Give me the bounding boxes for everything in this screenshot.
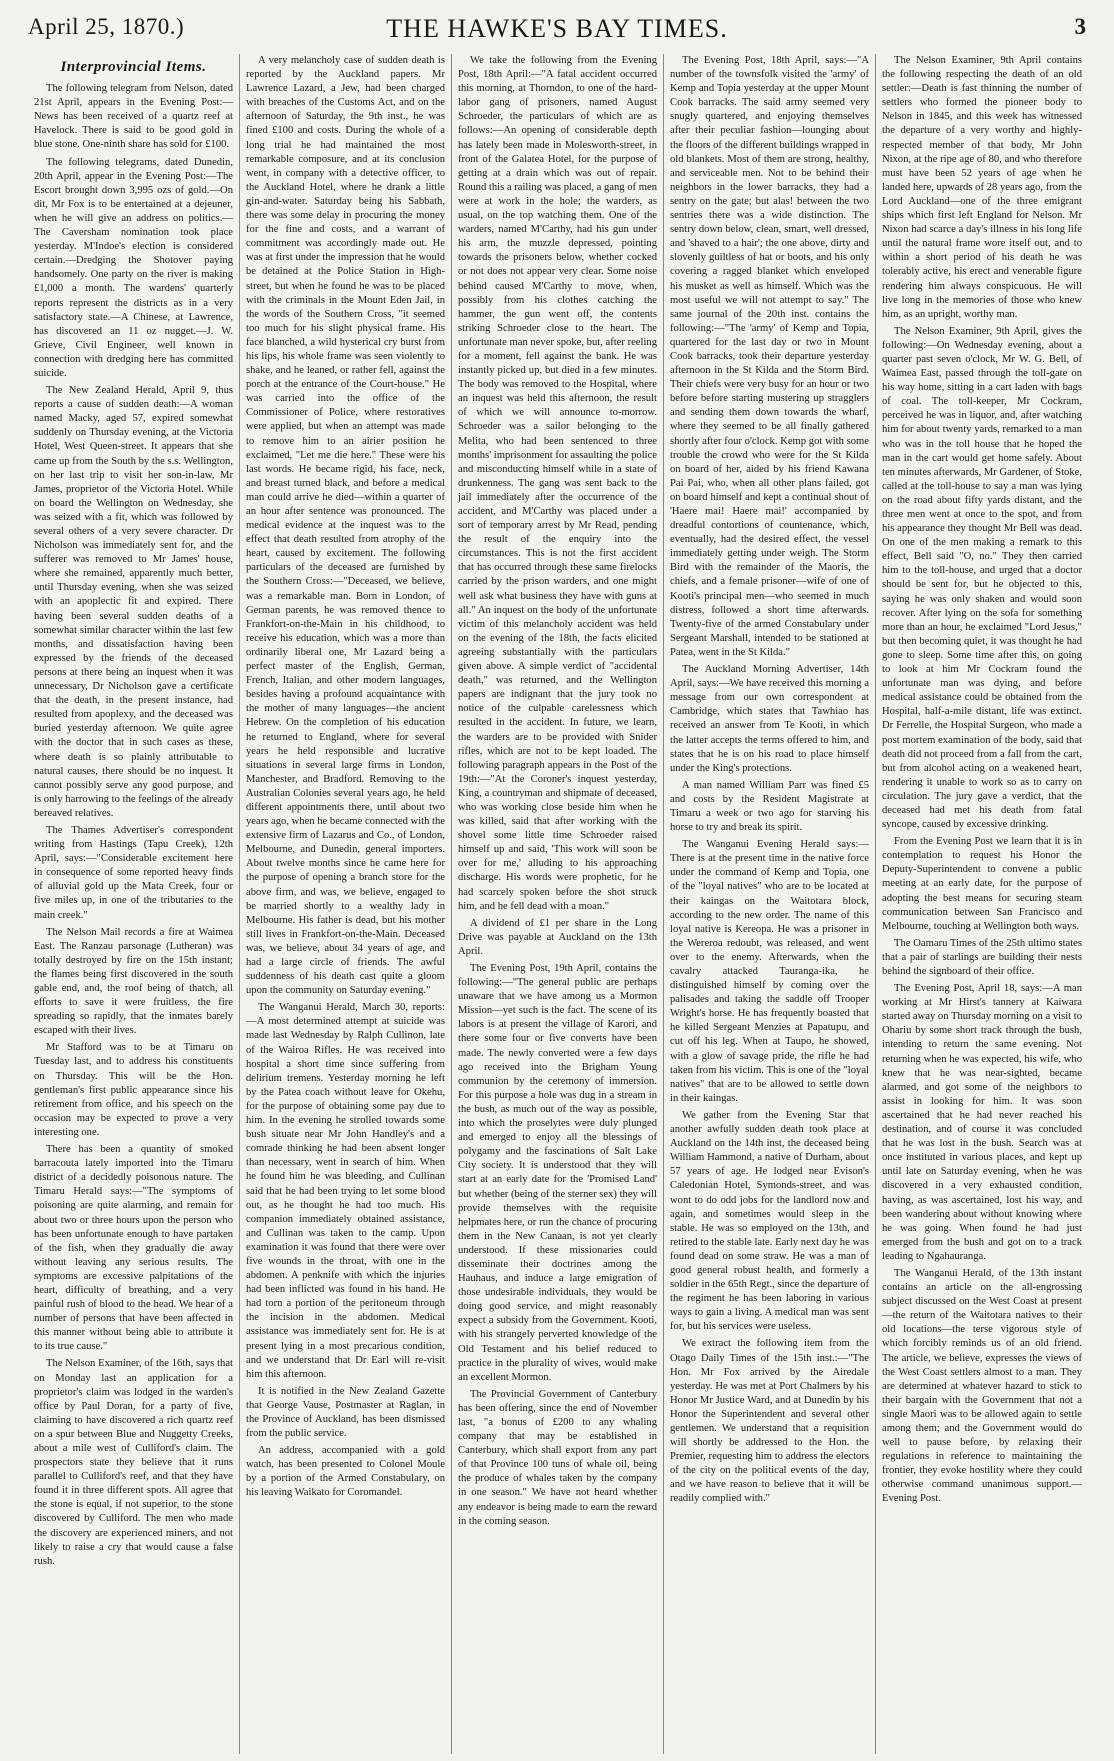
article-paragraph: The Wanganui Herald, March 30, reports:—A most determined attempt at suicide was made last Wednesday by Ralph Cullinon, late of the Wairoa Rifles. He was received into hospital a short time since suffering from delirium tremens. Yesterday morning he left by the Patea coach without leave for Okehu, for the purpose of obtaining some pay due to him. In the evening he strolled towards some bush situate near Mr John Handley's and a comrade thinking he had been absent longer than necessary, went in search of him. When he found him he was bleeding, and Cullinan said that he had been trying to let some blood out, as he thought he had too much. His companion immediately obtained assistance, and Cullinan was taken to the camp. Upon examination it was found that there were over five wounds in the throat, with one in the abdomen. A penknife with which the injuries had been inflicted was found in his hand. He had torn a portion of the peritoneum through the incision in the abdomen. Medical assistance was immediately sent for. He is at present lying in a most precarious condition, and we understand that Dr Earl will re-visit him this afternoon. — [246, 1002, 445, 1380]
article-paragraph: An address, accompanied with a gold watch, has been presented to Colonel Moule by a portion of the Armed Constabulary, on his leaving Waikato for Coromandel. — [246, 1445, 445, 1499]
article-paragraph: The following telegram from Nelson, dated 21st April, appears in the Evening Post:—News has been received of a quartz reef at Havelock. There is said to be good gold in blue stone. One-ninth share has sold for £100. — [34, 83, 233, 151]
section-heading: Interprovincial Items. — [60, 59, 207, 75]
article-paragraph: The Evening Post, 19th April, contains the following:—"The general public are perhaps unaware that we have among us a Mormon Mission—yet such is the fact. The scene of its labors is at present the village of Karori, and there some four or five converts have been made. The newly converted were a few days ago received into the Brigham Young communion by the ceremony of immersion. For this purpose a hole was dug in a stream in the bush, as much out of the way as possible, into which the proselytes were duly plunged and emerged to enjoy all the blessings of polygamy and the fascinations of Salt Lake City society. It is understood that they will start at an early date for the 'Promised Land' but whether (being of the sterner sex) they will provide themselves with the requisite helpmates here, or run the chance of procuring them in the New Canaan, is not yet clearly understood. If these missionaries could disseminate their doctrines among the Hauhaus, and induce a large emigration of those undesirable individuals, they would be doing good service, and might reasonably expect a subsidy from the Government. Kooti, with his strangely perverted knowledge of the Old Testament and his belief reduced to practice in the plurality of wives, would make an excellent Mormon. — [458, 963, 657, 1383]
issue-date: April 25, 1870.) — [28, 14, 185, 39]
article-paragraph: It is notified in the New Zealand Gazette that George Vause, Postmaster at Raglan, in the Province of Auckland, has been dismissed from the public service. — [246, 1385, 445, 1440]
article-paragraph: The Thames Advertiser's correspondent writing from Hastings (Tapu Creek), 12th April, says:—"Considerable excitement here in consequence of some reported heavy finds of alluvial gold up the Mata Creek, four or five miles up, in one of the tributaries to the main creek." — [34, 824, 233, 921]
article-paragraph: We take the following from the Evening Post, 18th April:—"A fatal accident occurred this morning, at Thorndon, to one of the hard-labor gang of prisoners, named August Schroeder, the particulars of which are as follows:—An opening of considerable depth has lately been made in Molesworth-street, in front of the Galatea Hotel, for the purpose of getting at a drain which was out of repair. Round this a railing was placed, a gang of men were at work in the hole; the warders, as usual, on the top watching them. One of the warders, named M'Carthy, had his gun under his arm, the muzzle depressed, pointing towards the prisoners below, whether cocked or not does not appear very clear. Some noise behind caused M'Carthy to move, when, possibly from his clothes catching the hammer, the gun went off, the contents striking Schroeder close to the heart. The unfortunate man never spoke, but, after reeling for a moment, fell against the bank. He was instantly picked up, but died in a few minutes. The body was removed to the Hospital, where an inquest was held this afternoon, the result of which we will announce to-morrow. Schroeder was a sailor belonging to the Melita, who had been sentenced to three months' imprisonment for assaulting the police and misconducting himself while in a state of drunkenness. The gang was sent back to the jail immediately after the occurrence of the accident, and M'Carthy was placed under a sort of temporary arrest by Mr Read, pending the result of the enquiry into the circumstances. This is not the first accident that has occurred through these same firelocks carried by the prison warders, and one might well ask what business they have with guns at all." An inquest on the body of the unfortunate victim of this melancholy accident was held on the evening of the 18th, the facts elicited agreeing substantially with the particulars given above. A simple verdict of "accidental death," was returned, and the Wellington papers are indignant that the jury took no notice of the culpable carelessness which resulted in the accident. In future, we learn, the warders are to be provided with Snider rifles, which are not to be kept loaded. The following paragraph appears in the Post of the 19th:—"At the Coroner's inquest yesterday, King, a countryman and shipmate of deceased, who was working close beside him when he was killed, said that after working with the shovel some little time Schroeder raised himself up and said, 'This work will soon be over for me,' alluding to his approaching discharge. His words were prophetic, for he had scarcely spoken before the shot struck him, and he fell dead with a moan." — [458, 55, 657, 912]
article-paragraph: A dividend of £1 per share in the Long Drive was payable at Auckland on the 13th April. — [458, 917, 657, 957]
article-paragraph: We extract the following item from the Otago Daily Times of the 15th inst.:—"The Hon. Mr Fox arrived by the Airedale yesterday. He was met at Port Chalmers by his Honor Mr Justice Ward, and at Dunedin by his Honor the Superintendent and several other gentlemen. We understand that a requisition will shortly be addressed to the Hon. the Premier, requesting him to address the electors of the city on the political events of the day, and we have reason to believe that it will be readily complied with." — [670, 1338, 869, 1505]
article-paragraph: The Evening Post, April 18, says:—A man working at Mr Hirst's tannery at Kaiwara started away on Thursday morning on a visit to Ohariu by some short track through the bush, intending to return the same evening. Not returning when he was expected, his wife, who knew that he was near-sighted, became alarmed, and got some of the neighbors to assist in looking for him. It was soon ascertained that he had never reached his destination, and of course it was concluded that he was lost in the bush. Search was at once instituted in various places, and kept up until late on Saturday evening, when he was discovered in a very exhausted condition, having, as was ascertained, lost his way, and been wandering about without knowing where he was going. When found he had just emerged from the bush and got on to a track leading to Ngahauranga. — [882, 983, 1082, 1262]
article-paragraph: The New Zealand Herald, April 9, thus reports a cause of sudden death:—A woman named Macky, aged 57, expired somewhat suddenly on Thursday evening, at the Victoria Hotel, West Queen-street. It appears that she came up from the South by the s.s. Wellington, on her last trip to visit her son-in-law, Mr James, proprietor of the Victoria Hotel. While on board the Wellington on Wednesday, she was seized with a fit, which was followed by several others of a very severe character. Dr Nicholson was immediately sent for, and the sufferer was removed to Mr James' house, where she remained, apparently much better, until Thursday evening, when she was seized with an apoplectic fit and expired. There having been several sudden deaths of a somewhat similar character within the last few months, and dissatisfaction having been expressed by the friends of the deceased persons at there being an inquest when it was unnecessary, Dr Nicholson gave a certificate that the death, in the present instance, had resulted from apoplexy, and the deceased was buried yesterday afternoon. We quite agree with the doctor that in such cases as these, where death is so plainly attributable to natural causes, there should be no inquest. It cannot possibly serve any good purpose, and is only harrowing to the feelings of the already bereaved relatives. — [34, 385, 233, 819]
article-paragraph: The Nelson Examiner, 9th April, gives the following:—On Wednesday evening, about a quarter past seven o'clock, Mr W. G. Bell, of Waimea East, passed through the toll-gate on his way home, sitting in a cart laden with bags of coal. The toll-keeper, Mr Cockram, perceived he was in liquor, and, after watching him for about twenty yards, remarked to a man who was in the toll house that he hoped the man in the cart would get home safely. About ten minutes afterwards, Mr Gardener, of Stoke, called at the toll-house to say a man was lying on the road about fifty yards distant, and the three men went at once to the spot, and from his appearance they thought Mr Bell was dead. On one of the men making a remark to this effect, Bell said "O, no." They then carried him to the toll-house, and urged that a doctor should be sent for, but he objected to this, saying he was only shaken and would soon recover. After lying on the sofa for something more than an hour, he exclaimed "Lord Jesus," but then becoming quiet, it was thought he had gone to sleep. Some time after this, on going to look at him Mr Cockram found the unfortunate man was dying, and before medical assistance could be obtained from the Hospital, half-a-mile distant, life was extinct. Dr Ferrelle, the Hospital Surgeon, who made a post mortem examination of the body, said that death did not proceed from a fall from the cart, but from alcohol acting on a weakened heart, rendering it unable to work so as to carry on circulation. The jury gave a verdict, that the deceased had met his death from fatal syncope, caused by excessive drinking. — [882, 325, 1082, 831]
column-5 — [876, 54, 1088, 1754]
article-paragraph: The Oamaru Times of the 25th ultimo states that a pair of starlings are building their nests behind the signboard of their office. — [882, 937, 1082, 977]
article-paragraph: The Provincial Government of Canterbury has been offering, since the end of November last, "a bonus of £200 to any whaling company that may be established in Canterbury, which shall export from any part of that Province 100 tuns of whale oil, being the produce of whales taken by the company in one season." We have not heard whether any endeavor is being made to earn the reward in the coming season. — [458, 1388, 657, 1527]
article-columns — [28, 54, 1088, 1754]
column-2 — [240, 54, 452, 1754]
article-paragraph: A man named William Parr was fined £5 and costs by the Resident Magistrate at Timaru a week or two ago for starving his horse to try and break its spirit. — [670, 779, 869, 834]
article-paragraph: There has been a quantity of smoked barracouta lately imported into the Timaru district of a decidedly poisonous nature. The Timaru Herald says:—"The symptoms of poisoning are quite alarming, and remain for about two or three hours upon the person who has been unfortunate enough to have partaken of the fish, when they gradually die away without leaving any serious results. The symptoms are excessive palpitations of the heart, difficulty of breathing, and a very painful rush of blood to the head. We hear of a number of persons that have been affected in this manner without being able to attribute it to its true cause." — [34, 1144, 233, 1353]
article-paragraph: The Wanganui Evening Herald says:—There is at the present time in the native force under the command of Kemp and Topia, one of the "loyal natives" who are to be located at their kaingas on the Waitotara block, according to the new order. The name of this loyal native is Kereopa. He was a prisoner in the Wereroa redoubt, was released, and went over to the enemy. Afterwards, when the cavalry attacked Tauranga-ika, he distinguished himself by coming over the palisades and taking the saddle off Trooper Wright's horse. He has frequently boasted that he killed Sergeant Menzies at Papatupu, and cut off his leg. When at Taupo, he showed, with a glow of savage pride, the rifle he had taken from his victim. This is one of the "loyal natives" that are to be allowed to settle down in their kaingas. — [670, 839, 869, 1104]
column-1 — [28, 54, 240, 1754]
article-paragraph: The Wanganui Herald, of the 13th instant contains an article on the all-engrossing subject discussed on the West Coast at present—the return of the Waitotara natives to their old locations—the terse vigorous style of which forcibly reminds us of an old friend. The article, we believe, expresses the views of the West Coast settlers almost to a man. They are determined at whatever hazard to stick to their bargain with the Government that not a single Maori was to be allowed again to settle among them; and the Government would do well to pause before, by relaxing their regulations in reference to maintaining the frontier, they evoke hostility where they could otherwise command unanimous support.—Evening Post. — [882, 1267, 1082, 1505]
article-paragraph: The Evening Post, 18th April, says:—"A number of the townsfolk visited the 'army' of Kemp and Topia yesterday at the upper Mount Cook barracks. The said army seemed very snugly quartered, and enjoying themselves after their peculiar fashion—lounging about the floors of the different buildings wrapped in old blankets. Most of them are strong, healthy, and serviceable men. Not to be behind their neighbors in the lower barracks, they had a sentry on the gate; but alas! between the two sentries there was a wide distinction. The sentry down below, clean, smart, well dressed, and 'shaved to a hair'; the one above, dirty and slovenly guiltless of hat or boots, and his only covering a ragged blanket which enveloped his musket as well as himself. Which was the most useful we will not attempt to say." The same journal of the 20th inst. contains the following:—"The 'army' of Kemp and Topia, quartered for the last day or two in Mount Cook barracks, took their departure yesterday afternoon in the St Kilda and the Storm Bird. Their chiefs were very busy for an hour or two before before starting mustering up stragglers and sending them down towards the wharf, where they seemed to be all finally gathered shortly after four o'clock. Kemp got with some trouble the crowd who were for the St Kilda on board of her, aided by his friend Kawana Pai Pai, who, when all other plans failed, got on board himself and kept a continual shout of 'Haere mai! Haere mai!' accompanied by dreadful contortions of countenance, which, eventually, had the desired effect, the vessel immediately getting under weigh. The Storm Bird with the remainder of the Maoris, the chiefs, and a female prisoner—wife of one of Kooti's principal men—who seemed in much distress, followed a short time afterwards. Twenty-five of the armed Constabulary under Sergeant Marshall, intended to be stationed at Patea, went in the St Kilda." — [670, 55, 869, 658]
article-paragraph: Mr Stafford was to be at Timaru on Tuesday last, and to address his constituents on Thursday. This will be the Hon. gentleman's first public appearance since his retirement from office, and his speech on the occasion may be expected to prove a very interesting one. — [34, 1042, 233, 1138]
article-paragraph: From the Evening Post we learn that it is in contemplation to request his Honor the Deputy-Superintendent to convene a public meeting at an early date, for the purpose of adopting the best means for securing steam communication between San Francisco and Melbourne, touching at Wellington both ways. — [882, 836, 1082, 932]
article-paragraph: The Auckland Morning Advertiser, 14th April, says:—We have received this morning a message from our own correspondent at Cambridge, which states that Tawhiao has received an answer from Te Kooti, in which the latter accepts the terms offered to him, and states that he is on his road to place himself under the King's protections. — [670, 664, 869, 774]
column-3 — [452, 54, 664, 1754]
article-paragraph: The following telegrams, dated Dunedin, 20th April, appear in the Evening Post:—The Escort brought down 3,995 ozs of gold.—On dit, Mr Fox is to be entertained at a dejeuner, when he will give an address on politics.—The Caversham nomination took place yesterday. M'Indoe's election is considered certain.—Dredging the Shotover paying handsomely. One party on the river is making £1,000 a month. The wardens' quarterly reports represent the districts as in a very satisfactory state.—A Chinese, at Lawrence, has discovered an 11 oz nugget.—J. W. Grieve, Civil Engineer, well known in connection with dredging here has committed suicide. — [34, 156, 233, 379]
page-number: 3 — [1074, 14, 1086, 39]
article-paragraph: The Nelson Mail records a fire at Waimea East. The Ranzau parsonage (Lutheran) was totally destroyed by fire on the 15th instant; the flames being first discovered in the south gable end, and, the roof being of thatch, all efforts to save it were fruitless, the fire spreading so rapidly, that the inmates barely escaped with their lives. — [34, 926, 233, 1037]
article-paragraph: The Nelson Examiner, 9th April contains the following respecting the death of an old settler:—Death is fast thinning the number of settlers who formed the pioneer body to Nelson in 1845, and this week has witnessed the departure of a very worthy and highly-respected member of that body, Mr John Nixon, at the ripe age of 80, and who therefore must have been 52 years of age when he landed here, upwards of 28 years ago, from the Lord Auckland—one of the three emigrant ships which first left England for Nelson. Mr Nixon had scarce a day's illness in his long life until the natural frame wore itself out, and to within a short period of his death he was tolerably active, his erect and venerable figure rendering him always conspicuous. He will live long in the memories of those who knew him, as an upright, worthy man. — [882, 55, 1082, 320]
masthead — [28, 10, 1086, 54]
column-4 — [664, 54, 876, 1754]
newspaper-title: THE HAWKE'S BAY TIMES. — [386, 14, 728, 43]
article-paragraph: The Nelson Examiner, of the 16th, says that on Monday last an application for a proprietor's claim was lodged in the warden's office by Paul Doran, for a party of five, claiming to have discovered a rich quartz reef on a spur between Blue and Nuggetty Creeks, about a mile west of Culliford's claim. The prospectors state they believe that it runs parallel to Culliford's reef, and that they have found it in three different spots. All agree that the stone is equal, if not superior, to the stone discovered by Culliford. The men who made the discovery are experienced miners, and not likely to raise a cry that would cause a false rush. — [34, 1358, 233, 1567]
article-paragraph: A very melancholy case of sudden death is reported by the Auckland papers. Mr Lawrence Lazard, a Jew, had been charged with breaches of the Customs Act, and on the afternoon of Saturday, the 9th inst., he was fined £100 and costs. During the whole of a long trial he had maintained the most remarkable composure, and at its conclusion went, in company with a detective officer, to the Auckland Hotel, where he drank a little gin-and-water. Saturday being his Sabbath, there was some delay in procuring the money for the fine and costs, and a warrant of commitment was accordingly made out. He was at first under the impression that he would be detained at the Police Station in High-street, but when he found he was to be placed with the criminals in the Mount Eden Jail, in the words of the Southern Cross, "it seemed too much for his slight physical frame. His face blanched, a wild hysterical cry burst from his lips, his whole frame was seen violently to shake, and he leaned, or rather fell, against the porch at the entrance of the Court-house." He was carried into the office of the Commissioner of Police, where restoratives were applied, but when an attempt was made to remove him to an airier position he exclaimed, "Let me die here." These were his last words. He became rigid, his face, neck, and breast turned black, and before a medical man could arrive he died—within a quarter of an hour after sentence was pronounced. The medical evidence at the inquest was to the effect that death resulted from atrophy of the heart, caused by excitement. The following particulars of the deceased are furnished by the Southern Cross:—"Deceased, we believe, was a remarkable man. Born in London, of German parents, he was removed thence to Frankfort-on-the-Main in his childhood, to receive his education, which was a more than ordinarily liberal one, Mr Lazard being a perfect master of the English, German, French, Italian, and other modern languages, besides having a profound acquaintance with the mother of many languages—the ancient Hebrew. On the completion of his education he returned to England, where for several years he held responsible and lucrative situations in several large firms in London, Manchester, and Bradford. Removing to the Australian Colonies several years ago, he held different appointments there, until about two years ago, when he became connected with the extensive firm of Lazarus and Co., of London, Melbourne, and Dunedin, general importers. About twelve months since he came here for the purpose of opening a branch store for the above firm, and was, we believe, engaged to be married shortly to a wealthy lady in Melbourne. His father is dead, but his mother still lives in Frankfort-on-the-Main. Deceased was, we believe, about 34 years of age, and had a large circle of friends. The awful suddenness of his death cast quite a gloom upon the community on Saturday evening." — [246, 55, 445, 997]
article-paragraph: We gather from the Evening Star that another awfully sudden death took place at Auckland on the 14th inst, the deceased being William Hammond, a native of Durham, about 57 years of age. He lodged near Evison's Caledonian Hotel, Symonds-street, and was wont to do odd jobs for the landlord now and again, and sometimes would sleep in the stable. He was so employed on the 13th, and retired to the stable late. Early next day he was found dead on some straw. He was a man of good general robust health, and formerly a soldier in the 65th Regt., since the departure of the regiment he has been laboring in various ways to gain a living. A medical man was sent for, but his services were useless. — [670, 1109, 869, 1333]
